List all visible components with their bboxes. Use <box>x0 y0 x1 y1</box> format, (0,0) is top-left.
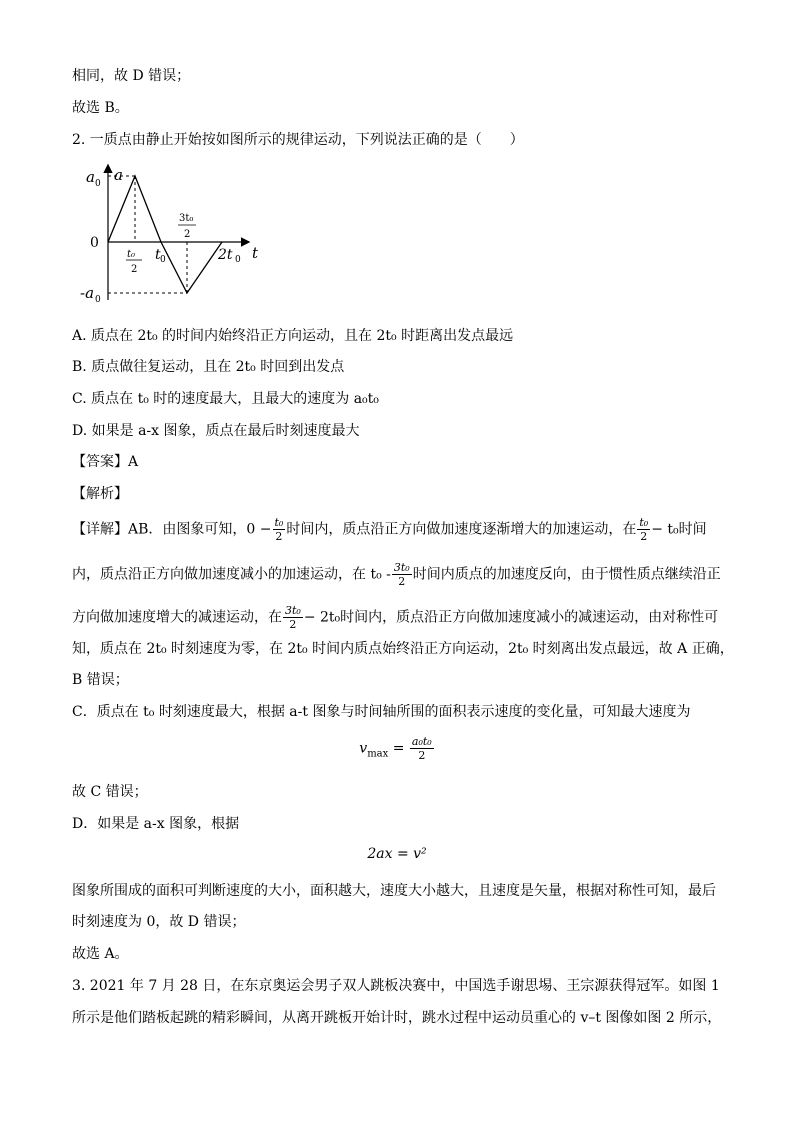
detail-line-2: 内，质点沿正方向做加速度减小的加速运动，在 t₀ - $\frac{\text{3t₀}}{2}$ 时间内质点的加速度反向，由于惯性质点继续沿正 <box>72 561 721 588</box>
option-b: B. 质点做往复运动，且在 2t₀ 时回到出发点 <box>72 359 345 375</box>
label-a0: a <box>86 168 95 186</box>
label-t0-half-num: t₀ <box>127 249 136 260</box>
option-a: A. 质点在 2t₀ 的时间内始终沿正方向运动，且在 2t₀ 时距离出发点最远 <box>72 328 514 344</box>
label-a0-sub: 0 <box>95 179 101 189</box>
axis-label-a: a <box>114 166 123 184</box>
origin-label: 0 <box>90 235 99 251</box>
prev-line-1: 相同，故 D 错误； <box>72 68 191 84</box>
detail-d-end: 故选 A。 <box>72 946 129 962</box>
detail-c-line: C．质点在 t₀ 时刻速度最大，根据 a-t 图象与时间轴所围的面积表示速度的变化量，可知最大速度为 <box>72 704 691 720</box>
detail-d-line-3: 时刻速度为 0，故 D 错误； <box>72 914 246 930</box>
question-3-line-2: 所示是他们踏板起跳的精彩瞬间，从离开跳板开始计时，跳水过程中运动员重心的 v–t 图像如图 2 所示， <box>72 1010 722 1026</box>
detail-d-line: D．如果是 a-x 图象，根据 <box>72 816 240 832</box>
question-2-stem: 2. 一质点由静止开始按如图所示的规律运动，下列说法正确的是（ ） <box>72 132 524 148</box>
a-t-graph <box>80 160 280 310</box>
detail-line-3: 方向做加速度增大的减速运动，在 $\frac{\text{3t₀}}{2}$ − 2t₀时间内，质点沿正方向做加速度减小的减速运动，由对称性可 <box>72 604 719 631</box>
question-3-line-1: 3. 2021 年 7 月 28 日，在东京奥运会男子双人跳板决赛中，中国选手谢思埸、王宗源获得冠军。如图 1 <box>72 978 720 994</box>
detail-line-4: 知，质点在 2t₀ 时刻速度为零，在 2t₀ 时间内质点始终沿正方向运动，2t₀ 时刻离出发点最远，故 A 正确， <box>72 641 734 657</box>
acceleration-line <box>108 176 222 293</box>
label-3t0-half-num: 3t₀ <box>179 213 194 224</box>
axis-label-t: t <box>252 244 259 262</box>
option-d: D. 如果是 a-x 图象，质点在最后时刻速度最大 <box>72 423 360 439</box>
detail-c-end: 故 C 错误； <box>72 784 148 800</box>
vmax-formula: $v_{max}$ = $\frac{\text{a₀t₀}}{2}$ <box>359 735 432 762</box>
prev-line-2: 故选 B。 <box>72 100 129 116</box>
detail-line-1: 【详解】AB．由图象可知，0 − $\frac{\text{t₀}}{2}$ 时间内，质点沿正方向做加速度逐渐增大的加速运动，在 $\frac{\text{t₀}}{2}$ − t₀时间 <box>72 516 707 543</box>
label-t0-half-den: 2 <box>131 264 138 275</box>
label-2t0: 2t <box>218 247 233 263</box>
label-neg-a0: -a <box>80 284 95 302</box>
label-3t0-half-den: 2 <box>184 229 191 240</box>
option-c: C. 质点在 t₀ 时的速度最大，且最大的速度为 a₀t₀ <box>72 391 379 407</box>
label-neg-a0-sub: 0 <box>95 295 101 305</box>
label-t0: t <box>155 247 161 263</box>
answer-label: 【答案】A <box>72 454 139 470</box>
label-t0-sub: 0 <box>160 255 166 265</box>
detail-line-5: B 错误； <box>72 672 129 688</box>
label-2t0-sub: 0 <box>235 255 241 265</box>
analysis-label: 【解析】 <box>72 486 128 502</box>
equation-2ax: 2ax = v² <box>367 846 427 862</box>
detail-d-line-2: 图象所围成的面积可判断速度的大小，面积越大，速度大小越大，且速度是矢量，根据对称性可知，最后 <box>72 883 716 899</box>
